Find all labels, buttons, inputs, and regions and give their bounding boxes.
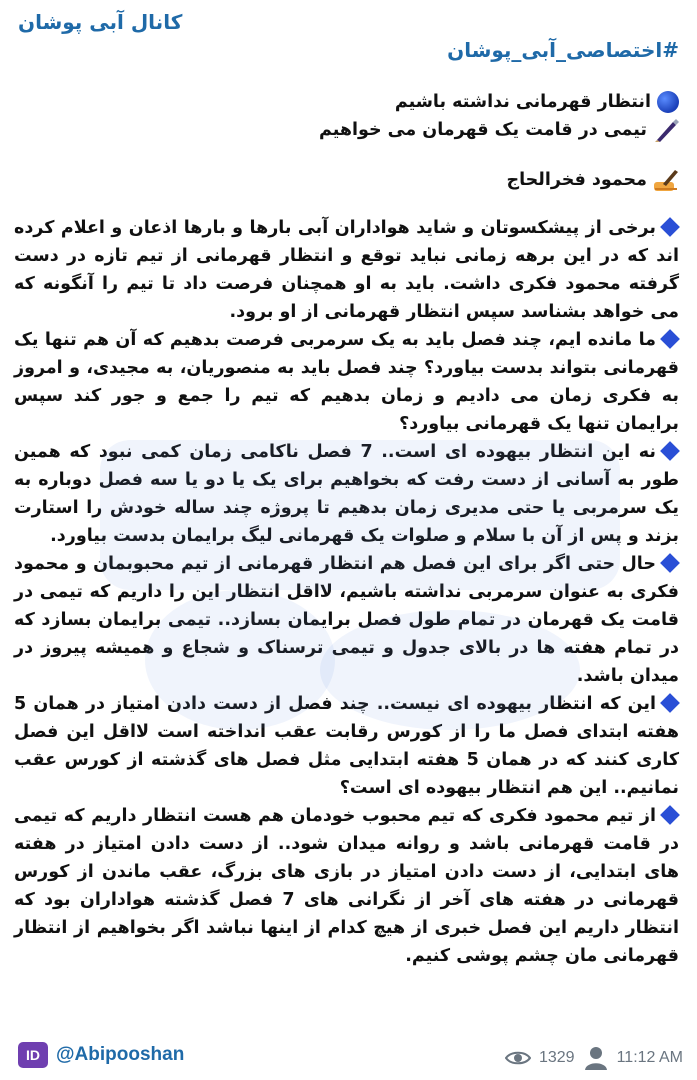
blue-circle-icon: [657, 91, 679, 113]
paragraph: این که انتظار بیهوده ای نیست.. چند فصل از دست دادن امتیاز در همان 5 هفته ابتدای فصل ما را از کورس رقابت عقب انداخته است لااقل این فصل کاری کنند که در همان 5 هفته ابتدایی مثل فصل های گذشته از کورس عقب نمانیم.. این هم انتظار بیهوده ای است؟: [14, 694, 679, 798]
message-time: 11:12 AM: [616, 1049, 683, 1066]
headline-row-1: [14, 88, 679, 116]
author-silhouette-icon: [583, 1046, 609, 1070]
paragraph: برخی از پیشکسوتان و شاید هواداران آبی بارها و بارها اذعان و اعلام کرده اند که در این برهه زمانی نباید توقع و انتظار قهرمانی از تیم تازه در دست گرفته محمود فکری داشت. باید به او همچنان فرصت داد تا تیم را آنگونه که می خواهد بشناسد سپس انتظار قهرمانی از او برود.: [14, 218, 679, 322]
paragraph: نه این انتظار بیهوده ای است.. 7 فصل ناکامی زمان کمی نبود که همین طور به آسانی از دست رفت که بخواهیم برای یک یا دو یا سه فصل دوباره به یک سرمربی یا حتی مدیری زمان بدهیم تا پروژه چند ساله خودش را استارت بزند و پس از آن با سلام و صلوات یک قهرمانی لیگ برایمان بدست بیاورد.: [14, 442, 679, 546]
paragraph: ما مانده ایم، چند فصل باید به یک سرمربی فرصت بدهیم که آن هم تنها یک قهرمانی بتواند بدست بیاورد؟ چند فصل باید به منصوریان، به مجیدی، و امروز به فکری زمان می دادیم و زمان بدهیم که تیم را جمع و جور کند سپس برایمان تنها یک قهرمانی بیاورد؟: [14, 330, 679, 434]
handle-text: @Abipooshan: [56, 1044, 185, 1065]
id-badge-icon: ID: [18, 1042, 48, 1068]
blue-diamond-icon: [660, 553, 680, 573]
headline-row-2: [14, 116, 679, 144]
blue-diamond-icon: [660, 217, 680, 237]
channel-title[interactable]: کانال آبی پوشان: [18, 10, 183, 34]
author-name: محمود فخرالحاج: [506, 170, 647, 190]
message-meta: [505, 1046, 683, 1070]
blue-diamond-icon: [660, 805, 680, 825]
channel-handle[interactable]: [18, 1042, 184, 1068]
hashtag-link[interactable]: #اختصاصی_آبی_پوشان: [447, 38, 679, 62]
eye-icon: [505, 1050, 531, 1066]
paragraph: از تیم محمود فکری که تیم محبوب خودمان هم هست انتظار داریم که تیمی در قامت قهرمانی باشد و روانه میدان شود.. از دست دادن امتیاز در هفته های ابتدایی، از دست دادن امتیاز در بازی های بزرگ، عقب ماندن از کورس قهرمانی در هفته های آخر از نگرانی های 7 فصل گذشته هواداران بود که انتظار داریم این فصل خبری از هیچ کدام از اینها نباشد اگر بخواهیم از انتظار قهرمانی مان چشم پوشی کنیم.: [14, 806, 679, 966]
headline-1: انتظار قهرمانی نداشته باشیم: [394, 92, 651, 112]
message-footer: [0, 1038, 697, 1074]
paragraph: حال حتی اگر برای این فصل هم انتظار قهرمانی از تیم محبوبمان و محمود فکری به عنوان سرمربی نداشته باشیم، لااقل انتظار این را داریم که تیمی در قامت یک قهرمان در تمام طول فصل برایمان بسازد.. تیمی برایمان بسازد که در تمام هفته ها در بالای جدول و تیمی ترسناک و شجاع و همیشه پیروز در میدان باشد.: [14, 554, 679, 686]
author-row: [14, 166, 679, 194]
blue-diamond-icon: [660, 441, 680, 461]
headline-2: تیمی در قامت یک قهرمان می خواهیم: [318, 120, 647, 140]
pen-icon: [653, 118, 679, 142]
blue-diamond-icon: [660, 693, 680, 713]
blue-diamond-icon: [660, 329, 680, 349]
writing-hand-icon: [653, 168, 679, 192]
post-body: [14, 88, 679, 970]
view-count: 1329: [538, 1049, 575, 1066]
